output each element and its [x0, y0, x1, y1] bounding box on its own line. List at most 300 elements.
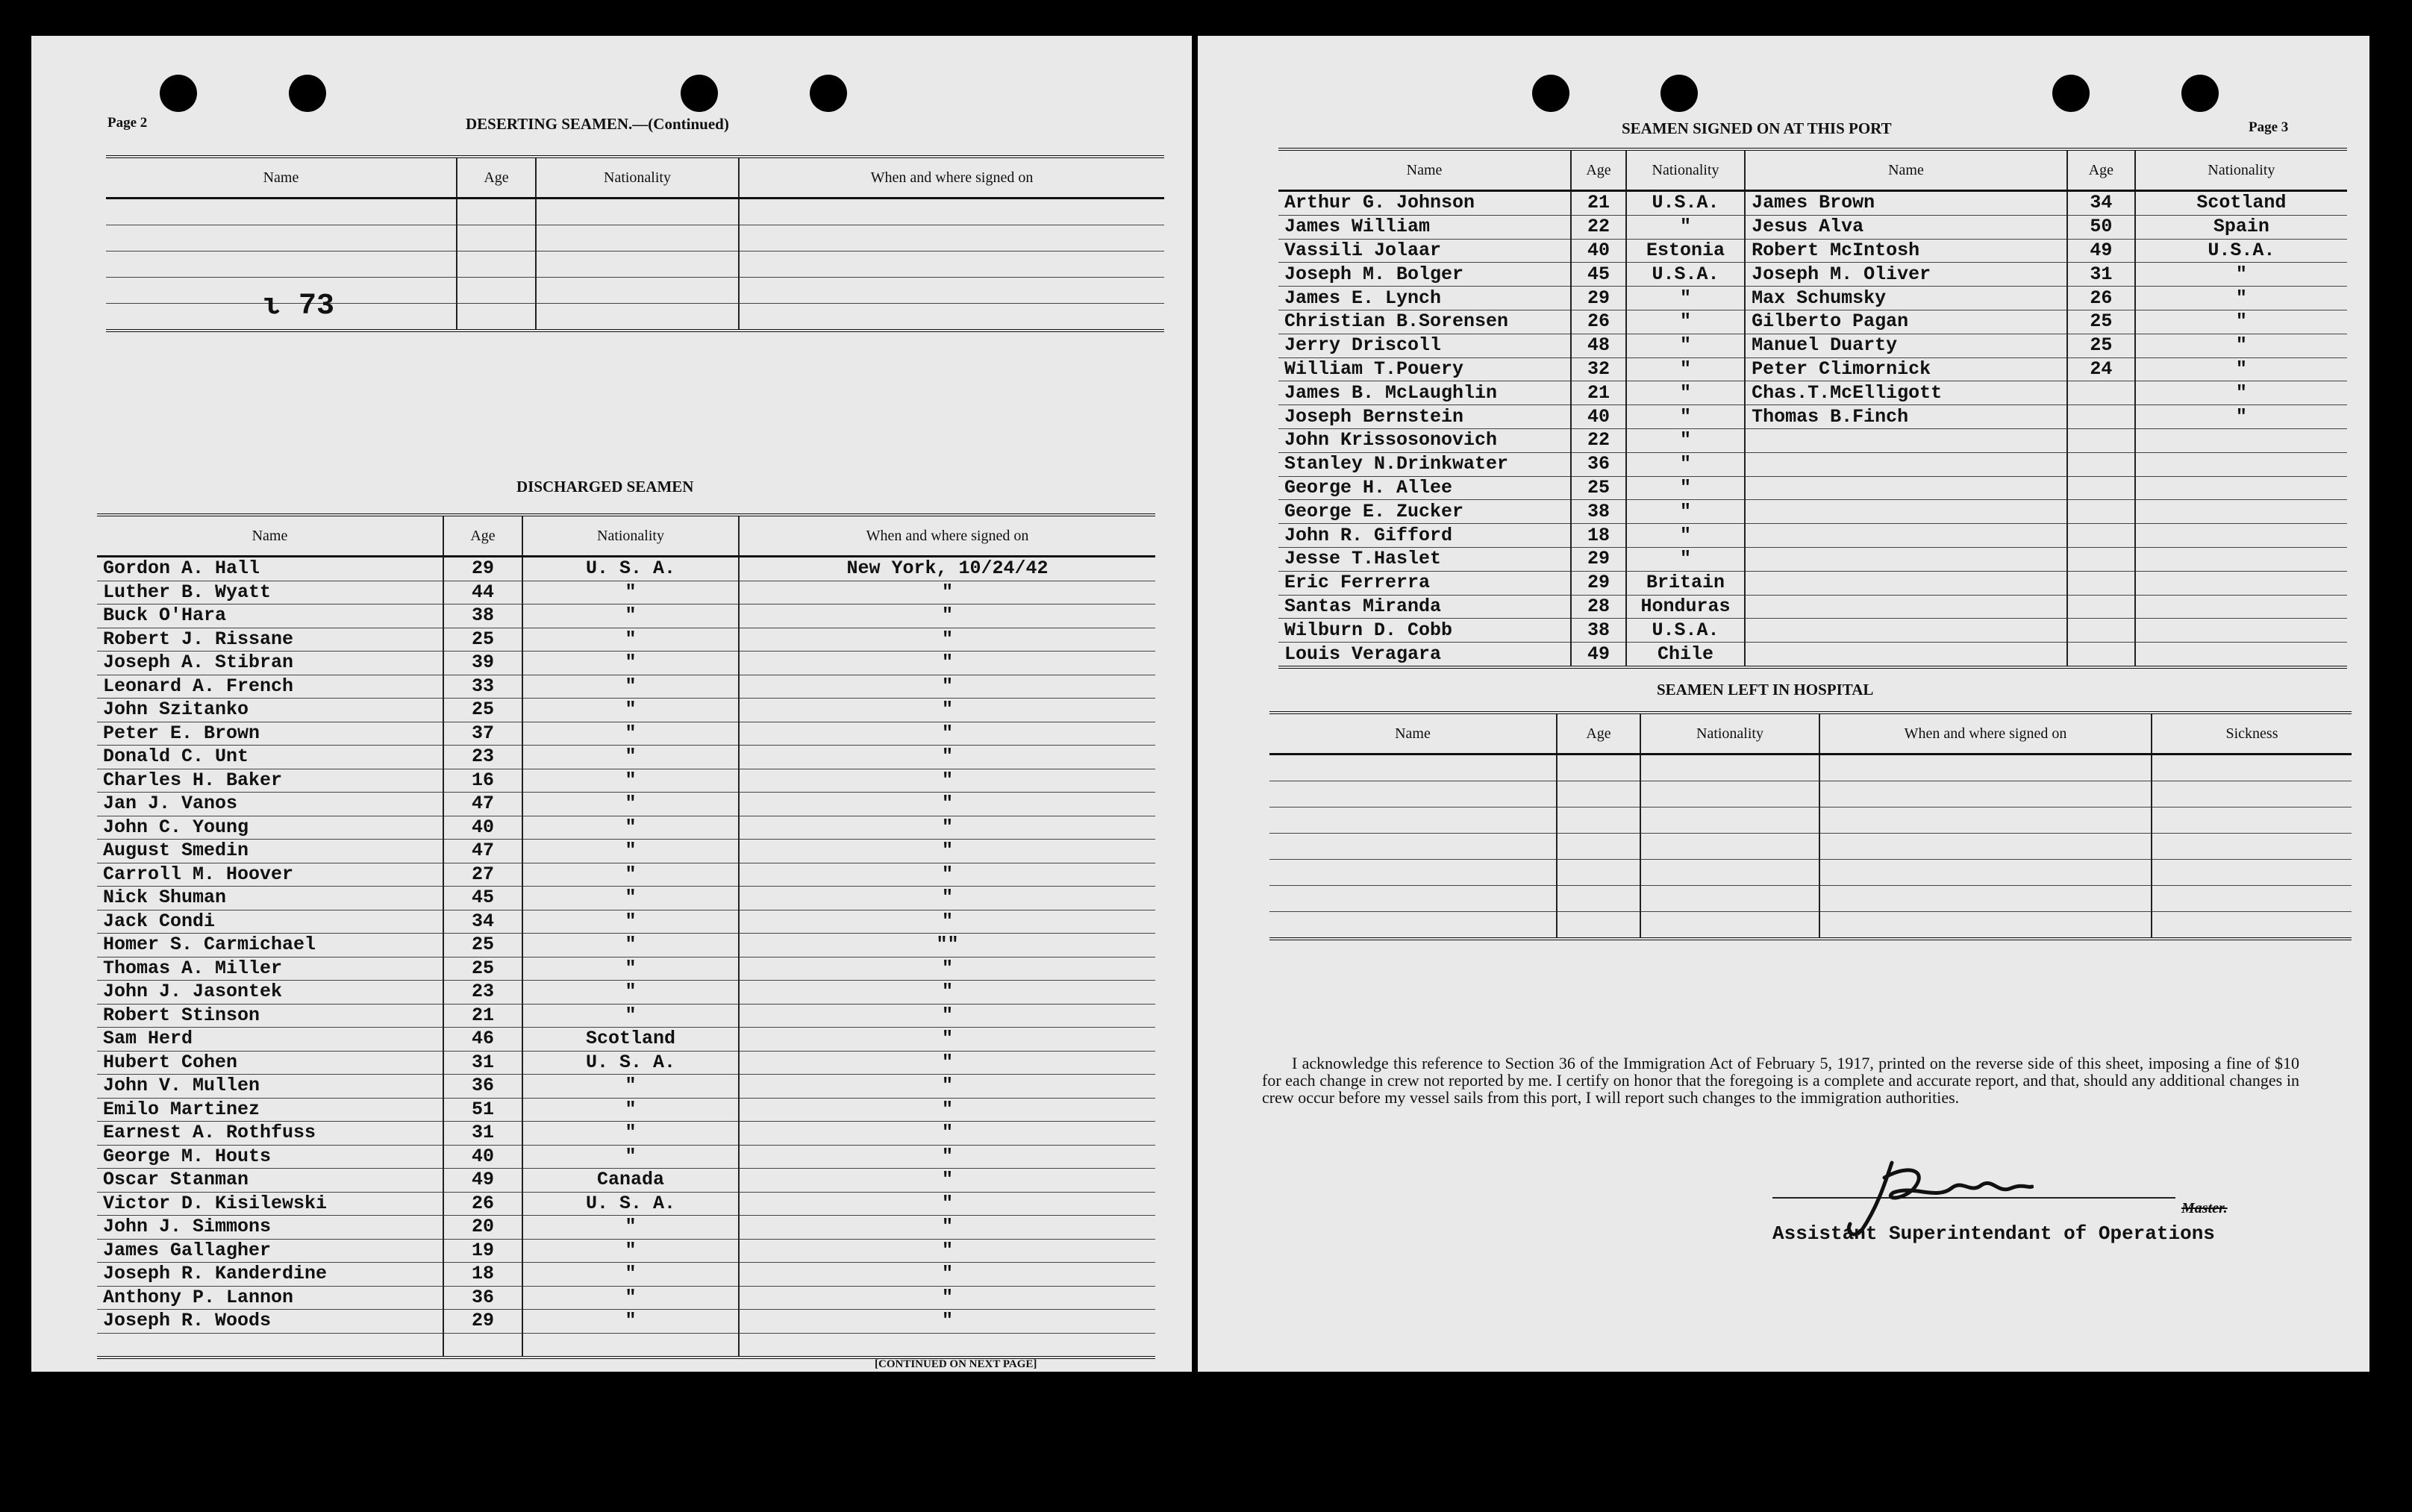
cell-age: 22	[1571, 215, 1626, 239]
table-row	[97, 1122, 1155, 1146]
cell-age: 45	[443, 887, 522, 910]
table-row	[97, 957, 1155, 981]
cell-name-2: Chas.T.McElligott	[1745, 381, 2067, 405]
cell-nationality: U. S. A.	[522, 1051, 739, 1075]
cell-nationality: "	[522, 1263, 739, 1287]
cell-name: Donald C. Unt	[97, 746, 443, 769]
cell-name: George E. Zucker	[1278, 500, 1571, 524]
cell-name-2	[1745, 571, 2067, 595]
cell-age-2: 49	[2067, 239, 2135, 263]
cell-name-2	[1745, 595, 2067, 619]
col-nationality: Nationality	[522, 515, 739, 557]
acknowledgement-text: I acknowledge this reference to Section 36 of the Immigration Act of February 5, 1917, printed on the reverse side of this sheet, imposing a fine of $10 for each change in crew not reported by me. I certify on honor that the foregoing is a complete and accurate report, and that, should any additional changes in crew occur before my vessel sails from this port, I will report such changes to the immigration authorities.	[1262, 1054, 2299, 1107]
cell-age-2: 50	[2067, 215, 2135, 239]
cell-nationality: "	[522, 816, 739, 840]
table-row	[1269, 834, 2352, 860]
cell-age: 44	[443, 581, 522, 605]
cell-when-where: New York, 10/24/42	[739, 557, 1155, 581]
cell-name-2	[1745, 524, 2067, 548]
cell-age: 22	[1571, 428, 1626, 452]
hospital-table	[1269, 711, 2352, 940]
cell-name: James E. Lynch	[1278, 287, 1571, 310]
table-row	[97, 746, 1155, 769]
cell-nationality: "	[522, 769, 739, 793]
cell-age: 29	[1571, 547, 1626, 571]
col-nationality: Nationality	[1626, 149, 1745, 191]
cell-nationality: "	[522, 675, 739, 699]
table-row	[1278, 643, 2347, 667]
table-row	[1278, 263, 2347, 287]
cell-nationality: "	[1626, 310, 1745, 334]
cell-nationality: "	[522, 722, 739, 746]
cell-when-where: "	[739, 769, 1155, 793]
col-name: Name	[106, 157, 457, 199]
table-row	[1278, 334, 2347, 357]
cell-name-2: Gilberto Pagan	[1745, 310, 2067, 334]
cell-name: James Gallagher	[97, 1239, 443, 1263]
cell-age: 46	[443, 1028, 522, 1052]
table-row	[1278, 619, 2347, 643]
table-row	[97, 1004, 1155, 1028]
cell-nationality-2	[2135, 571, 2347, 595]
table-row	[97, 1098, 1155, 1122]
cell-nationality: "	[1626, 287, 1745, 310]
cell-name: Jesse T.Haslet	[1278, 547, 1571, 571]
table-row	[1269, 912, 2352, 940]
cell-name: August Smedin	[97, 840, 443, 863]
cell-age-2	[2067, 524, 2135, 548]
cell-name: George H. Allee	[1278, 476, 1571, 500]
table-row	[97, 722, 1155, 746]
cell-nationality: "	[522, 981, 739, 1005]
cell-when-where: "	[739, 628, 1155, 652]
cell-nationality: "	[522, 1239, 739, 1263]
col-when-where: When and where signed on	[1819, 713, 2152, 755]
cell-nationality-2: Spain	[2135, 215, 2347, 239]
punch-hole	[2181, 75, 2219, 112]
cell-when-where: "	[739, 1098, 1155, 1122]
cell-nationality: "	[1626, 215, 1745, 239]
cell-age: 29	[443, 1310, 522, 1334]
cell-nationality: "	[522, 581, 739, 605]
cell-age: 38	[1571, 619, 1626, 643]
cell-name: John R. Gifford	[1278, 524, 1571, 548]
cell-when-where: "	[739, 981, 1155, 1005]
cell-name: Thomas A. Miller	[97, 957, 443, 981]
cell-name-2	[1745, 547, 2067, 571]
cell-when-where: "	[739, 1192, 1155, 1216]
table-row	[97, 1263, 1155, 1287]
cell-age: 32	[1571, 357, 1626, 381]
right-page	[1198, 36, 2369, 1372]
cell-age: 38	[1571, 500, 1626, 524]
cell-when-where: "	[739, 699, 1155, 722]
col-age-2: Age	[2067, 149, 2135, 191]
cell-name: Stanley N.Drinkwater	[1278, 452, 1571, 476]
cell-age-2: 25	[2067, 334, 2135, 357]
cell-nationality: "	[522, 1098, 739, 1122]
cell-age: 51	[443, 1098, 522, 1122]
table-row	[97, 1333, 1155, 1358]
cell-when-where: "	[739, 1310, 1155, 1334]
cell-age: 49	[1571, 643, 1626, 667]
cell-age: 36	[443, 1075, 522, 1099]
cell-nationality: "	[1626, 334, 1745, 357]
cell-age-2: 31	[2067, 263, 2135, 287]
cell-nationality-2	[2135, 547, 2347, 571]
cell-name: Luther B. Wyatt	[97, 581, 443, 605]
table-row	[97, 1075, 1155, 1099]
table-row	[1269, 755, 2352, 781]
cell-nationality: "	[1626, 405, 1745, 429]
cell-name: Arthur G. Johnson	[1278, 191, 1571, 216]
table-row	[1278, 547, 2347, 571]
cell-nationality: "	[522, 1075, 739, 1099]
table-row	[97, 981, 1155, 1005]
cell-name: Oscar Stanman	[97, 1169, 443, 1193]
cell-name: John C. Young	[97, 816, 443, 840]
cell-nationality: "	[522, 957, 739, 981]
cell-age: 26	[443, 1192, 522, 1216]
cell-name: Jerry Driscoll	[1278, 334, 1571, 357]
cell-name: Peter E. Brown	[97, 722, 443, 746]
cell-when-where: "	[739, 746, 1155, 769]
table-row	[97, 1028, 1155, 1052]
cell-nationality: U. S. A.	[522, 557, 739, 581]
punch-hole	[681, 75, 718, 112]
cell-nationality: "	[522, 1286, 739, 1310]
cell-age: 23	[443, 981, 522, 1005]
signature-title: Assistant Superintendant of Operations	[1772, 1222, 2215, 1245]
punch-hole	[160, 75, 197, 112]
cell-age: 23	[443, 746, 522, 769]
cell-age: 18	[443, 1263, 522, 1287]
cell-age: 20	[443, 1216, 522, 1240]
cell-age: 33	[443, 675, 522, 699]
cell-when-where: "	[739, 957, 1155, 981]
cell-nationality: "	[522, 652, 739, 675]
cell-nationality-2: "	[2135, 287, 2347, 310]
cell-nationality: "	[522, 934, 739, 958]
table-row	[97, 605, 1155, 628]
cell-when-where: "	[739, 1239, 1155, 1263]
cell-nationality: U.S.A.	[1626, 619, 1745, 643]
cell-age: 47	[443, 840, 522, 863]
page-number: Page 3	[2249, 119, 2289, 135]
discharged-table	[97, 513, 1155, 1359]
cell-nationality-2	[2135, 476, 2347, 500]
col-name: Name	[1269, 713, 1557, 755]
cell-name-2: Joseph M. Oliver	[1745, 263, 2067, 287]
cell-nationality-2: U.S.A.	[2135, 239, 2347, 263]
cell-nationality-2: "	[2135, 381, 2347, 405]
cell-name: Jan J. Vanos	[97, 793, 443, 816]
table-row	[1278, 239, 2347, 263]
cell-when-where: "	[739, 675, 1155, 699]
cell-name: William T.Pouery	[1278, 357, 1571, 381]
cell-nationality: Scotland	[522, 1028, 739, 1052]
table-row	[1278, 357, 2347, 381]
table-row	[97, 1169, 1155, 1193]
cell-age: 19	[443, 1239, 522, 1263]
table-row	[97, 769, 1155, 793]
cell-nationality: Canada	[522, 1169, 739, 1193]
cell-name: Joseph A. Stibran	[97, 652, 443, 675]
col-nationality: Nationality	[536, 157, 739, 199]
cell-age-2	[2067, 476, 2135, 500]
cell-when-where: ""	[739, 934, 1155, 958]
cell-age: 47	[443, 793, 522, 816]
cell-when-where: "	[739, 605, 1155, 628]
cell-name: Vassili Jolaar	[1278, 239, 1571, 263]
table-row	[1269, 781, 2352, 807]
col-sickness: Sickness	[2152, 713, 2352, 755]
cell-nationality-2	[2135, 500, 2347, 524]
col-name-2: Name	[1745, 149, 2067, 191]
cell-name: John V. Mullen	[97, 1075, 443, 1099]
table-row	[106, 252, 1164, 278]
cell-name-2: Max Schumsky	[1745, 287, 2067, 310]
cell-age: 25	[443, 628, 522, 652]
cell-nationality: "	[522, 863, 739, 887]
cell-age-2	[2067, 547, 2135, 571]
cell-name-2	[1745, 500, 2067, 524]
cell-name-2: James Brown	[1745, 191, 2067, 216]
cell-nationality: "	[522, 1216, 739, 1240]
cell-age-2	[2067, 428, 2135, 452]
table-row	[97, 581, 1155, 605]
cell-when-where: "	[739, 887, 1155, 910]
cell-age: 31	[443, 1051, 522, 1075]
table-row	[1278, 287, 2347, 310]
cell-age: 25	[443, 957, 522, 981]
cell-age-2: 34	[2067, 191, 2135, 216]
cell-name-2	[1745, 428, 2067, 452]
cell-name-2: Robert McIntosh	[1745, 239, 2067, 263]
cell-name: Joseph M. Bolger	[1278, 263, 1571, 287]
cell-nationality-2: "	[2135, 263, 2347, 287]
cell-name: Joseph R. Kanderdine	[97, 1263, 443, 1287]
cell-when-where: "	[739, 793, 1155, 816]
cell-name: Hubert Cohen	[97, 1051, 443, 1075]
cell-age: 34	[443, 910, 522, 934]
cell-when-where: "	[739, 1004, 1155, 1028]
table-row	[97, 1239, 1155, 1263]
continued-note: [CONTINUED ON NEXT PAGE]	[875, 1358, 1037, 1370]
table-row	[106, 225, 1164, 252]
cell-nationality: "	[1626, 524, 1745, 548]
cell-age: 40	[1571, 405, 1626, 429]
table-row	[106, 199, 1164, 225]
cell-age: 40	[443, 816, 522, 840]
cell-nationality: "	[522, 1122, 739, 1146]
table-row	[97, 1216, 1155, 1240]
cell-age: 38	[443, 605, 522, 628]
cell-name-2	[1745, 476, 2067, 500]
cell-when-where: "	[739, 910, 1155, 934]
cell-nationality-2: Scotland	[2135, 191, 2347, 216]
table-row	[1278, 215, 2347, 239]
cell-age: 29	[1571, 571, 1626, 595]
cell-nationality-2	[2135, 595, 2347, 619]
cell-when-where: "	[739, 1028, 1155, 1052]
col-name: Name	[1278, 149, 1571, 191]
cell-nationality: Chile	[1626, 643, 1745, 667]
table-row	[1278, 405, 2347, 429]
cell-nationality: "	[522, 1004, 739, 1028]
cell-age: 29	[1571, 287, 1626, 310]
table-row	[97, 840, 1155, 863]
cell-age-2	[2067, 381, 2135, 405]
cell-nationality: Honduras	[1626, 595, 1745, 619]
cell-age: 36	[1571, 452, 1626, 476]
table-row	[1278, 571, 2347, 595]
col-age: Age	[457, 157, 536, 199]
cell-nationality: "	[1626, 428, 1745, 452]
cell-nationality-2	[2135, 452, 2347, 476]
cell-name: Robert J. Rissane	[97, 628, 443, 652]
cell-name: Victor D. Kisilewski	[97, 1192, 443, 1216]
hospital-title: SEAMEN LEFT IN HOSPITAL	[1657, 681, 1874, 699]
col-when-where: When and where signed on	[739, 157, 1164, 199]
cell-nationality: "	[1626, 547, 1745, 571]
table-row	[1278, 191, 2347, 216]
cell-name-2: Peter Climornick	[1745, 357, 2067, 381]
cell-age-2	[2067, 571, 2135, 595]
cell-age-2	[2067, 619, 2135, 643]
cell-age-2: 26	[2067, 287, 2135, 310]
table-row	[1278, 476, 2347, 500]
cell-age: 49	[443, 1169, 522, 1193]
cell-nationality: "	[1626, 500, 1745, 524]
cell-age: 40	[1571, 239, 1626, 263]
punch-hole	[2052, 75, 2090, 112]
deserting-title: DESERTING SEAMEN.—(Continued)	[466, 115, 729, 133]
cell-age-2	[2067, 643, 2135, 667]
cell-nationality: "	[1626, 357, 1745, 381]
table-row	[1269, 860, 2352, 886]
cell-name: John Szitanko	[97, 699, 443, 722]
cell-age: 16	[443, 769, 522, 793]
cell-name: Louis Veragara	[1278, 643, 1571, 667]
table-row	[97, 652, 1155, 675]
cell-when-where: "	[739, 1263, 1155, 1287]
cell-nationality-2: "	[2135, 334, 2347, 357]
cell-nationality: "	[522, 887, 739, 910]
cell-nationality: "	[522, 1310, 739, 1334]
table-row	[1278, 524, 2347, 548]
cell-nationality: U.S.A.	[1626, 263, 1745, 287]
cell-age: 48	[1571, 334, 1626, 357]
table-row	[97, 699, 1155, 722]
table-row	[97, 1051, 1155, 1075]
table-row	[97, 1145, 1155, 1169]
table-row	[1269, 807, 2352, 834]
cell-age-2	[2067, 452, 2135, 476]
cell-name: George M. Houts	[97, 1145, 443, 1169]
table-row	[97, 934, 1155, 958]
signed-on-table	[1278, 148, 2347, 669]
cell-age-2: 25	[2067, 310, 2135, 334]
cell-when-where: "	[739, 1122, 1155, 1146]
table-row	[1278, 595, 2347, 619]
cell-nationality: "	[522, 605, 739, 628]
table-row	[1269, 886, 2352, 912]
cell-name: Gordon A. Hall	[97, 557, 443, 581]
cell-when-where: "	[739, 863, 1155, 887]
col-age: Age	[1557, 713, 1640, 755]
cell-name: Christian B.Sorensen	[1278, 310, 1571, 334]
cell-name: Joseph Bernstein	[1278, 405, 1571, 429]
cell-name: John J. Simmons	[97, 1216, 443, 1240]
cell-age-2	[2067, 405, 2135, 429]
cell-nationality: "	[1626, 476, 1745, 500]
cell-name: John J. Jasontek	[97, 981, 443, 1005]
cell-nationality-2	[2135, 619, 2347, 643]
cell-nationality-2: "	[2135, 310, 2347, 334]
cell-age: 27	[443, 863, 522, 887]
cell-nationality: "	[1626, 452, 1745, 476]
cell-name-2	[1745, 643, 2067, 667]
cell-nationality: "	[522, 840, 739, 863]
cell-nationality: "	[522, 910, 739, 934]
cell-age: 25	[443, 934, 522, 958]
left-page	[31, 36, 1192, 1372]
cell-when-where: "	[739, 722, 1155, 746]
cell-name: Carroll M. Hoover	[97, 863, 443, 887]
cell-nationality-2	[2135, 524, 2347, 548]
handwritten-scribble: ι 73	[263, 290, 335, 323]
cell-age: 28	[1571, 595, 1626, 619]
table-row	[97, 1192, 1155, 1216]
cell-when-where: "	[739, 1145, 1155, 1169]
cell-name: Jack Condi	[97, 910, 443, 934]
cell-name-2: Thomas B.Finch	[1745, 405, 2067, 429]
cell-name-2: Jesus Alva	[1745, 215, 2067, 239]
col-when-where: When and where signed on	[739, 515, 1155, 557]
table-row	[97, 1286, 1155, 1310]
cell-age-2	[2067, 595, 2135, 619]
cell-age: 29	[443, 557, 522, 581]
cell-name: Sam Herd	[97, 1028, 443, 1052]
cell-nationality-2: "	[2135, 405, 2347, 429]
punch-hole	[1660, 75, 1698, 112]
page-number: Page 2	[107, 115, 148, 131]
cell-nationality: "	[522, 628, 739, 652]
cell-when-where: "	[739, 840, 1155, 863]
cell-name: John Krissosonovich	[1278, 428, 1571, 452]
cell-name-2	[1745, 452, 2067, 476]
table-row	[1278, 428, 2347, 452]
cell-name: Leonard A. French	[97, 675, 443, 699]
punch-hole	[289, 75, 326, 112]
col-age: Age	[1571, 149, 1626, 191]
table-row	[1278, 452, 2347, 476]
cell-age: 21	[443, 1004, 522, 1028]
cell-age: 31	[443, 1122, 522, 1146]
table-row	[97, 887, 1155, 910]
cell-age: 45	[1571, 263, 1626, 287]
cell-age-2	[2067, 500, 2135, 524]
cell-name: Nick Shuman	[97, 887, 443, 910]
col-nationality-2: Nationality	[2135, 149, 2347, 191]
cell-name: James William	[1278, 215, 1571, 239]
punch-hole	[810, 75, 847, 112]
cell-name: Wilburn D. Cobb	[1278, 619, 1571, 643]
cell-nationality: "	[522, 1145, 739, 1169]
cell-nationality: Britain	[1626, 571, 1745, 595]
cell-name: Earnest A. Rothfuss	[97, 1122, 443, 1146]
